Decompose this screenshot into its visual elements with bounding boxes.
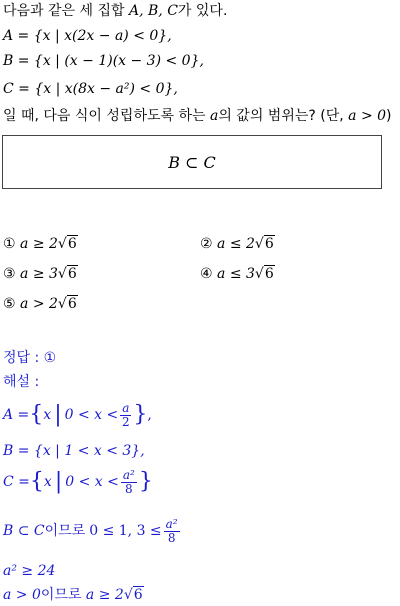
choice-1[interactable]: ① a ≥ 2√6: [3, 236, 77, 252]
fraction-a-over-2: $\frac{a}{2}$: [122, 400, 130, 429]
condition-expression: B ⊂ C: [168, 152, 216, 172]
solution-inequality: a² ≥ 24: [3, 563, 56, 579]
set-a-definition: A = {x | x(2x − a) < 0},: [3, 28, 172, 44]
choice-2[interactable]: ② a ≤ 2√6: [200, 236, 274, 252]
solution-final: a > 0이므로 a ≥ 2√6: [3, 587, 143, 603]
set-c-definition: C = {x | x(8x − a²) < 0},: [3, 81, 178, 97]
choice-3[interactable]: ③ a ≥ 3√6: [3, 266, 77, 282]
solution-set-c: C = { x | 0 < x < $\frac{\text{a²}}{8}$ }: [3, 467, 153, 496]
choice-5[interactable]: ⑤ a > 2√6: [3, 296, 77, 312]
choice-4[interactable]: ④ a ≤ 3√6: [200, 266, 274, 282]
fraction-a2-over-8: $\frac{\text{a²}}{8}$: [122, 467, 135, 496]
solution-set-b: B = {x | 1 < x < 3},: [3, 443, 145, 459]
solution-set-a: A = { x | 0 < x < $\frac{a}{2}$ } ,: [3, 400, 152, 429]
question-text: 일 때, 다음 식이 성립하도록 하는 a의 값의 범위는? (단, a > 0): [3, 108, 392, 124]
solution-step: B ⊂ C 이므로 0 ≤ 1, 3 ≤ $\frac{\text{a²}}{8}$: [3, 516, 178, 545]
solution-label: 해설 :: [3, 374, 40, 390]
condition-box: [2, 135, 382, 189]
answer-label: 정답 : ①: [3, 350, 57, 366]
set-b-definition: B = {x | (x − 1)(x − 3) < 0},: [3, 53, 204, 69]
problem-intro: 다음과 같은 세 집합 A, B, C가 있다.: [3, 3, 228, 19]
fraction-step: $\frac{\text{a²}}{8}$: [165, 516, 178, 545]
